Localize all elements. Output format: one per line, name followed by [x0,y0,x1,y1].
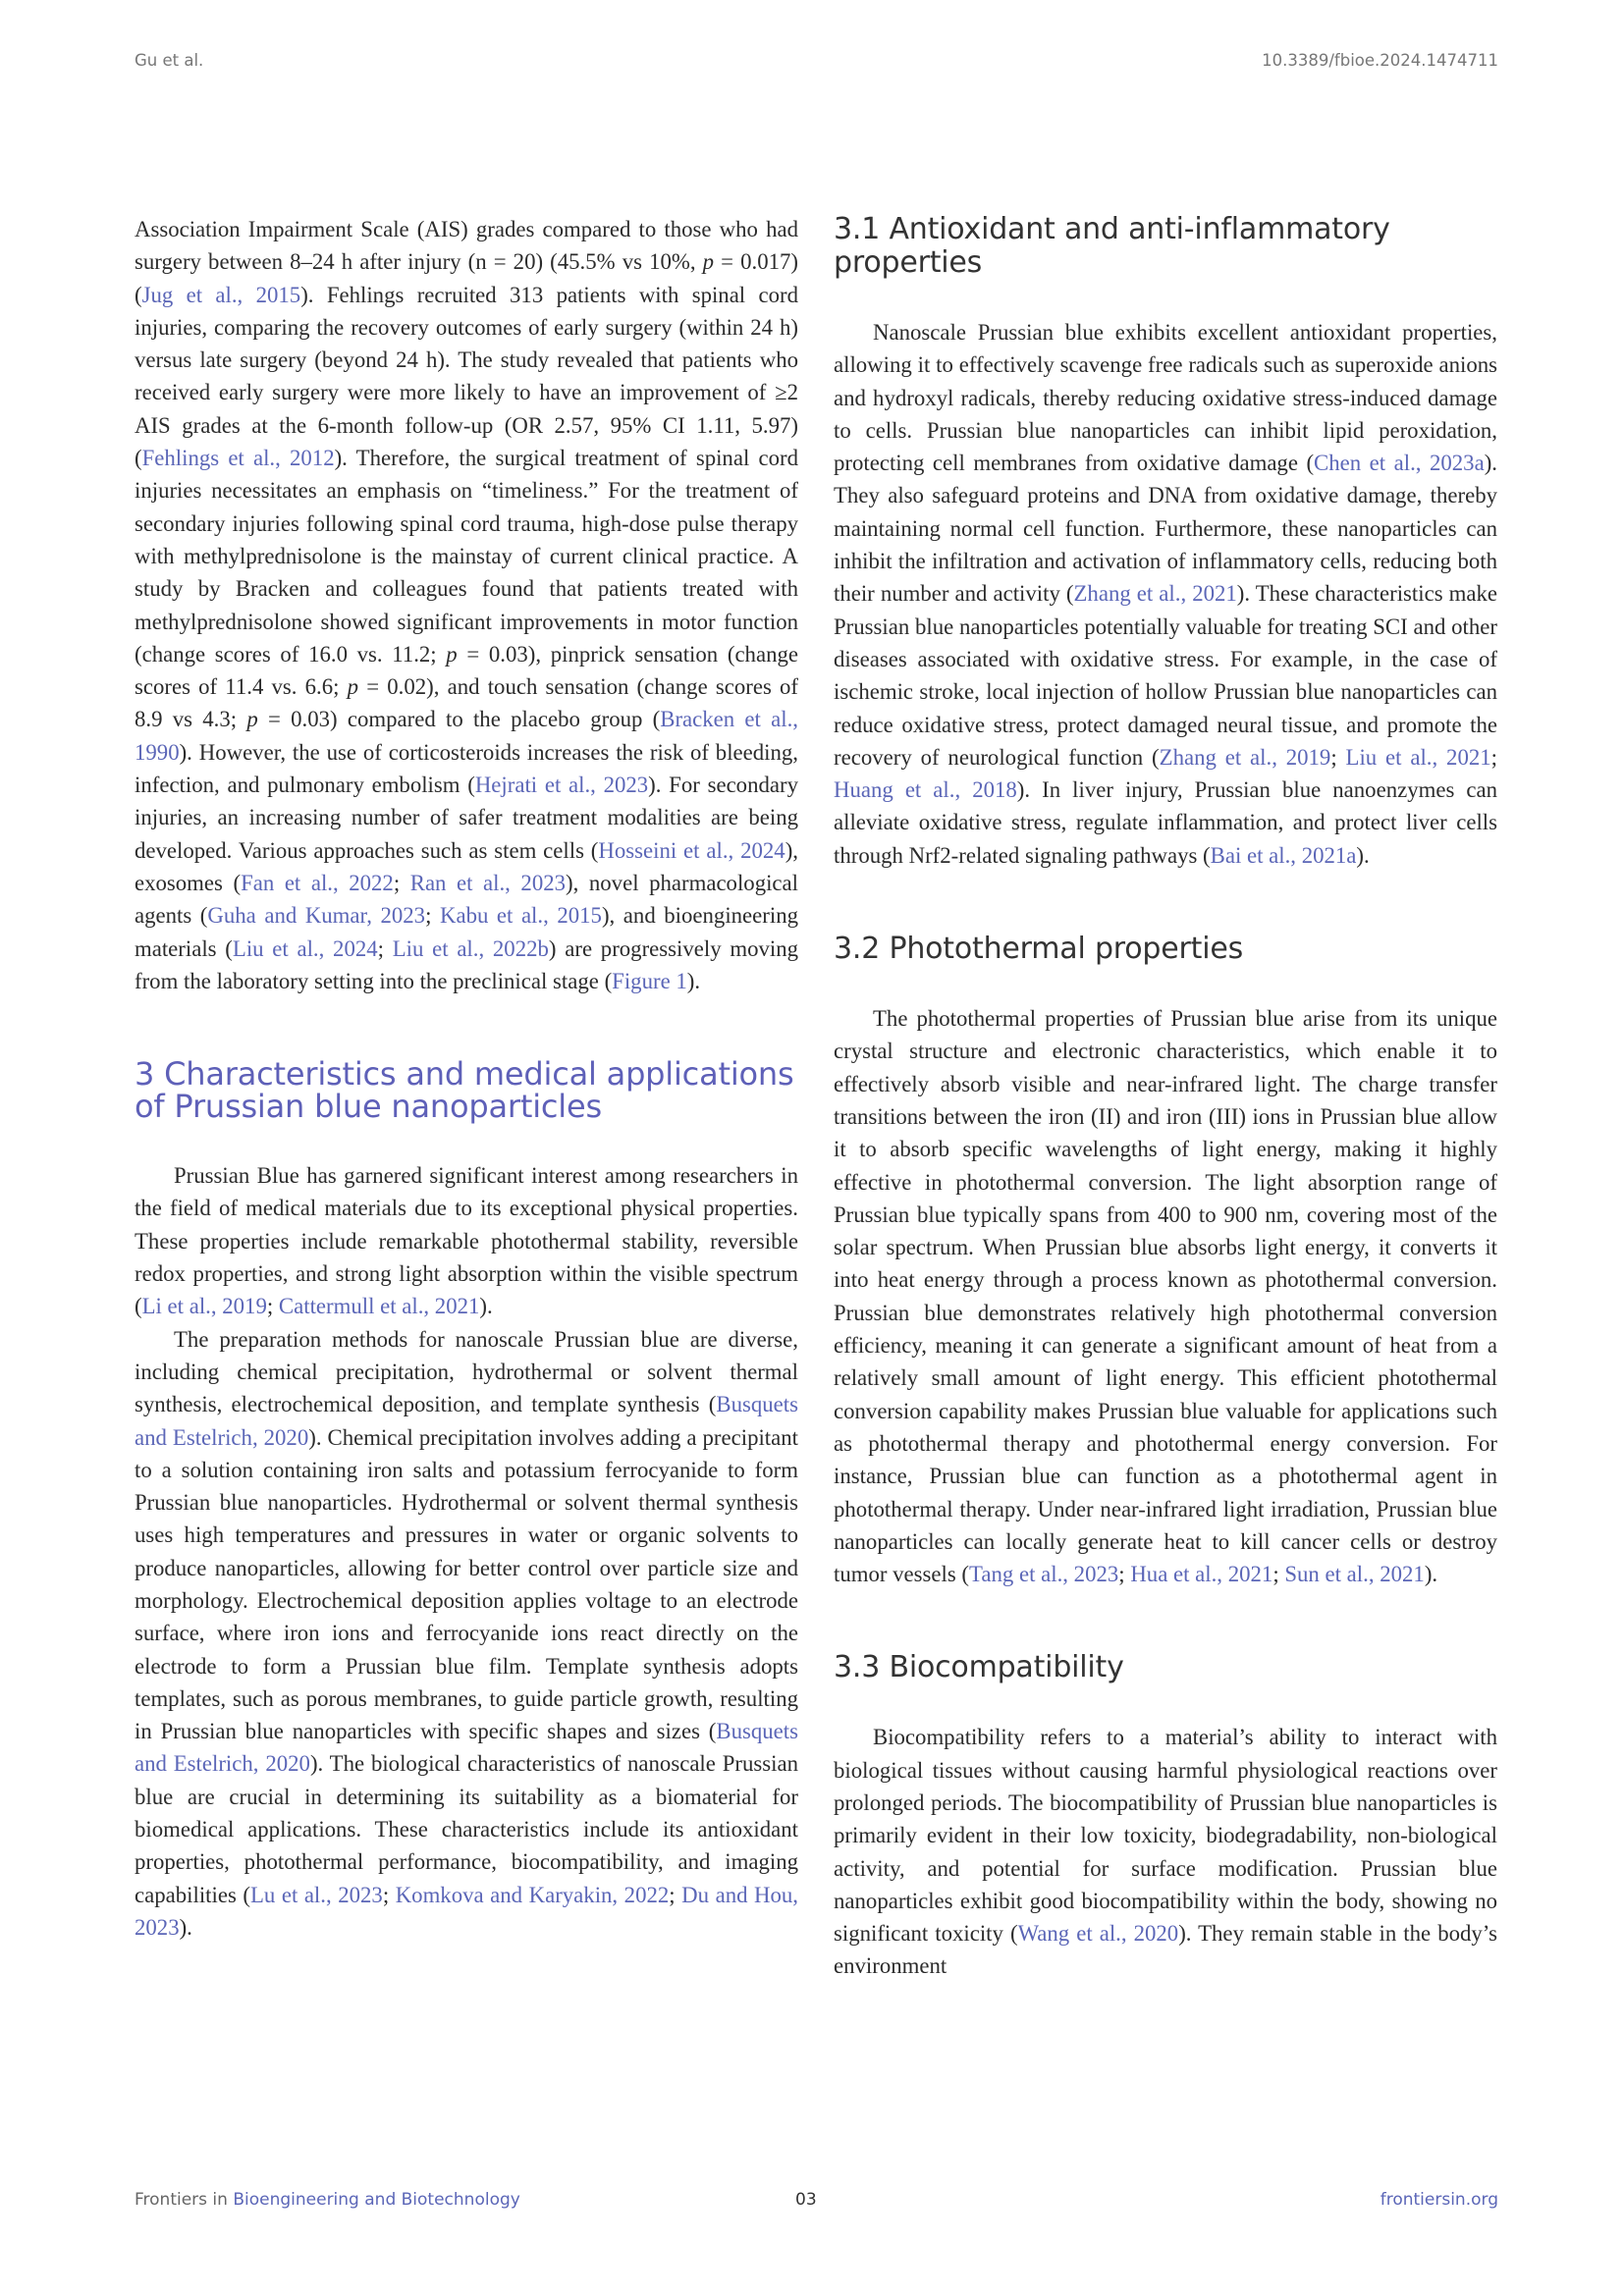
citation-link[interactable]: Zhang et al., 2019 [1159,744,1331,770]
citation-link[interactable]: Tang et al., 2023 [969,1562,1119,1587]
running-head [0,51,1624,77]
citation-link[interactable]: Figure 1 [612,968,687,993]
page-number: 03 [795,2190,817,2210]
citation-link[interactable]: Guha and Kumar, 2023 [207,903,426,929]
paragraph-photothermal: The photothermal properties of Prussian blue arise from its unique crystal structure and electronic characteristics, which enable it to effectively absorb visible and near-infrared light. The charge transfer transitions between the iron (II) and iron (III) ions in Prussian blue allow it to absorb specific wavelengths of light energy, making it highly effective in photothermal conversion. The light absorption range of Prussian blue typically spans from 400 to 900 nm, covering most of the solar spectrum. When Prussian blue absorbs light energy, it converts it into heat energy through a process known as photothermal conversion. Prussian blue demonstrates relatively high photothermal conversion efficiency, meaning it can generate a significant amount of heat from a relatively small amount of light energy. This efficient photothermal conversion capability makes Prussian blue valuable for applications such as photothermal therapy and photothermal energy conversion. For instance, Prussian blue can function as a photothermal agent in photothermal therapy. Under near-infrared light irradiation, Prussian blue nanoparticles can locally generate heat to kill cancer cells or destroy tumor vessels (Tang et al., 2023; Hua et al., 2021; Sun et al., 2021). [834,1006,1497,1587]
footer-journal[interactable] [135,2190,520,2210]
section-3-3-heading: 3.3 Biocompatibility [834,1650,1124,1685]
citation-link[interactable]: Liu et al., 2022b [392,935,549,961]
citation-link[interactable]: Jug et al., 2015 [141,282,301,307]
citation-link[interactable]: Hosseini et al., 2024 [598,837,785,863]
citation-link[interactable]: Komkova and Karyakin, 2022 [395,1882,670,1907]
citation-link[interactable]: Fan et al., 2022 [241,870,394,895]
footer-journal-name: Bioengineering and Biotechnology [233,2190,520,2210]
citation-link[interactable]: Huang et al., 2018 [834,777,1017,803]
citation-link[interactable]: Wang et al., 2020 [1017,1921,1179,1947]
paragraph-biocompatibility: Biocompatibility refers to a material’s ability to interact with biological tissues without causing harmful physiological reactions over prolonged periods. The biocompatibility of Prussian blue nanoparticles is primarily evident in their low toxicity, biodegradability, non-biological activity, and potential for surface modification. Prussian blue nanoparticles exhibit good biocompatibility within the body, showing no significant toxicity (Wang et al., 2020). They remain stable in the body’s environment [834,1725,1497,1979]
footer-site-link[interactable]: frontiersin.org [1380,2190,1498,2210]
citation-link[interactable]: Lu et al., 2023 [249,1882,383,1907]
section-3-1-heading: 3.1 Antioxidant and anti-inflammatory properties [834,212,1390,280]
italic-symbol: p [702,249,715,275]
italic-symbol: p [246,707,258,732]
citation-link[interactable]: Liu et al., 2024 [232,935,378,961]
citation-link[interactable]: Fehlings et al., 2012 [141,446,335,471]
italic-symbol: p [347,674,359,700]
left-column [135,213,798,1944]
running-head-authors: Gu et al. [135,51,204,70]
citation-link[interactable]: Chen et al., 2023a [1314,451,1485,476]
paragraph-preparation-methods: The preparation methods for nanoscale Prussian blue are diverse, including chemical precipitation, hydrothermal or solvent thermal synthesis, electrochemical deposition, and template synthesis (Busquets and Estelrich, 2020). Chemical precipitation involves adding a precipitant to a solution containing iron salts and potassium ferrocyanide to form Prussian blue nanoparticles. Hydrothermal or solvent thermal synthesis uses high temperatures and pressures in water or organic solvents to produce nanoparticles, allowing for better control over particle size and morphology. Electrochemical deposition applies voltage to an electrode surface, where iron ions and ferrocyanide ions react directly on the electrode to form a Prussian blue film. Template synthesis adopts templates, such as porous membranes, to guide particle growth, resulting in Prussian blue nanoparticles with specific shapes and sizes (Busquets and Estelrich, 2020). The biological characteristics of nanoscale Prussian blue are crucial in determining its suitability as a biomaterial for biomedical applications. These characteristics include its antioxidant properties, photothermal performance, biocompatibility, and imaging capabilities (Lu et al., 2023; Komkova and Karyakin, 2022; Du and Hou, 2023). [135,1326,798,1940]
citation-link[interactable]: Cattermull et al., 2021 [278,1294,480,1319]
citation-link[interactable]: Kabu et al., 2015 [439,903,602,929]
section-3-heading: 3 Characteristics and medical applications of Prussian blue nanoparticles [135,1055,794,1126]
citation-link[interactable]: Bracken et al., 1990 [135,707,798,765]
citation-link[interactable]: Hejrati et al., 2023 [474,773,649,798]
section-3-2-heading: 3.2 Photothermal properties [834,932,1244,967]
italic-symbol: p [446,641,458,667]
citation-link[interactable]: Hua et al., 2021 [1130,1562,1273,1587]
citation-link[interactable]: Li et al., 2019 [141,1294,267,1319]
paragraph-prussian-blue-intro: Prussian Blue has garnered significant interest among researchers in the field of medical materials due to its exceptional physical properties. These properties include remarkable photothermal stability, reversible redox properties, and strong light absorption within the visible spectrum (Li et al., 2019; Cattermull et al., 2021). [135,1163,798,1319]
citation-link[interactable]: Zhang et al., 2021 [1073,581,1237,607]
running-head-doi: 10.3389/fbioe.2024.1474711 [1262,51,1498,70]
citation-link[interactable]: Du and Hou, 2023 [135,1882,798,1940]
right-column [834,213,1497,1983]
citation-link[interactable]: Bai et al., 2021a [1210,842,1357,868]
citation-link[interactable]: Ran et al., 2023 [409,870,567,895]
page-footer [0,2190,1624,2216]
citation-link[interactable]: Busquets and Estelrich, 2020 [135,1392,798,1450]
paragraph-antioxidant: Nanoscale Prussian blue exhibits excellent antioxidant properties, allowing it to effectively scavenge free radicals such as superoxide anions and hydroxyl radicals, thereby reducing oxidative stress-induced damage to cells. Prussian blue nanoparticles can inhibit lipid peroxidation, protecting cell membranes from oxidative damage (Chen et al., 2023a). They also safeguard proteins and DNA from oxidative damage, thereby maintaining normal cell function. Furthermore, these nanoparticles can inhibit the infiltration and activation of inflammatory cells, reducing both their number and activity (Zhang et al., 2021). These characteristics make Prussian blue nanoparticles potentially valuable for treating SCI and other diseases associated with oxidative stress. For example, in the case of ischemic stroke, local injection of hollow Prussian blue nanoparticles can reduce oxidative stress, protect damaged neural tissue, and promote the recovery of neurological function (Zhang et al., 2019; Liu et al., 2021; Huang et al., 2018). In liver injury, Prussian blue nanoenzymes can alleviate oxidative stress, regulate inflammation, and protect liver cells through Nrf2-related signaling pathways (Bai et al., 2021a). [834,320,1497,868]
paragraph-surgery-timing: Association Impairment Scale (AIS) grades compared to those who had surgery between 8–24 h after injury (n = 20) (45.5% vs 10%, p = 0.017) (Jug et al., 2015). Fehlings recruited 313 patients with spinal cord injuries, comparing the recovery outcomes of early surgery (within 24 h) versus late surgery (beyond 24 h). The study revealed that patients who received early surgery were more likely to have an improvement of ≥2 AIS grades at the 6-month follow-up (OR 2.57, 95% CI 1.11, 5.97) (Fehlings et al., 2012). Therefore, the surgical treatment of spinal cord injuries necessitates an emphasis on “timeliness.” For the treatment of secondary injuries following spinal cord trauma, high-dose pulse therapy with methylprednisolone is the mainstay of current clinical practice. A study by Bracken and colleagues found that patients treated with methylprednisolone showed significant improvements in motor function (change scores of 16.0 vs. 11.2; p = 0.03), pinprick sensation (change scores of 11.4 vs. 6.6; p = 0.02), and touch sensation (change scores of 8.9 vs 4.3; p = 0.03) compared to the placebo group (Bracken et al., 1990). However, the use of corticosteroids increases the risk of bleeding, infection, and pulmonary embolism (Hejrati et al., 2023). For secondary injuries, an increasing number of safer treatment modalities are being developed. Various approaches such as stem cells (Hosseini et al., 2024), exosomes (Fan et al., 2022; Ran et al., 2023), novel pharmacological agents (Guha and Kumar, 2023; Kabu et al., 2015), and bioengineering materials (Liu et al., 2024; Liu et al., 2022b) are progressively moving from the laboratory setting into the preclinical stage (Figure 1). [135,217,799,993]
citation-link[interactable]: Sun et al., 2021 [1284,1562,1425,1587]
citation-link[interactable]: Busquets and Estelrich, 2020 [135,1719,798,1777]
footer-journal-prefix: Frontiers in [135,2190,234,2210]
citation-link[interactable]: Liu et al., 2021 [1345,744,1491,770]
